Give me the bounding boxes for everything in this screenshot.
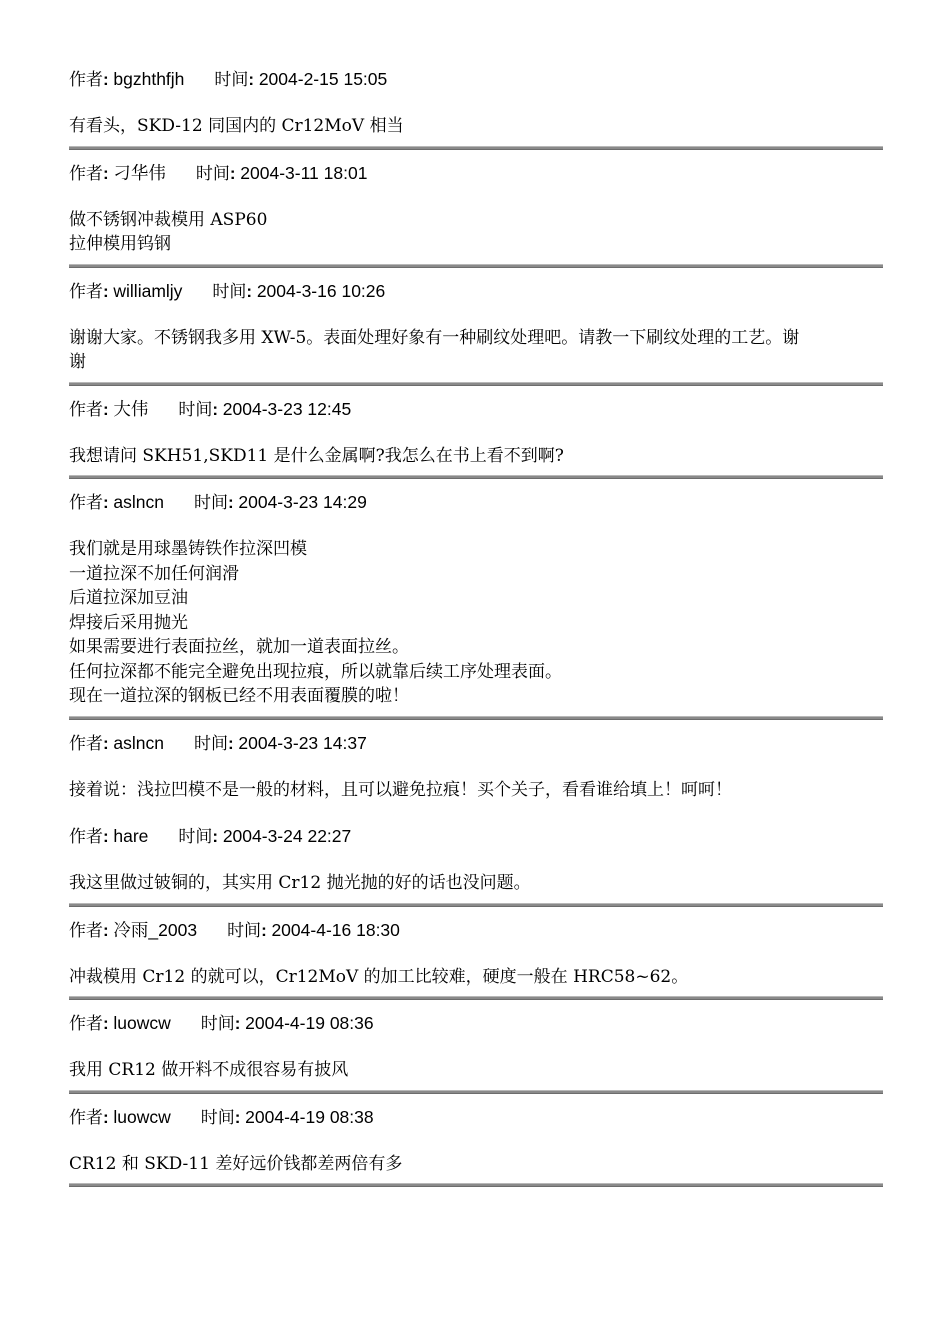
post-text-line: 有看头，SKD-12 同国内的 Cr12MoV 相当 [69, 116, 404, 136]
post-body [69, 965, 883, 990]
post-spacer [69, 802, 883, 821]
author-name: luowcw [113, 1013, 171, 1033]
post-time: 2004-3-23 14:37 [238, 732, 367, 753]
post-text-line: 现在一道拉深的钢板已经不用表面覆膜的啦！ [69, 686, 409, 706]
post-time: 2004-3-23 14:29 [238, 492, 367, 512]
post-meta [69, 821, 883, 851]
author-colon: : [103, 70, 114, 89]
author-colon: : [103, 1107, 114, 1127]
time-colon: : [212, 399, 223, 419]
post-text-line: CR12 和 SKD-11 差好远价钱都差两倍有多 [69, 1153, 403, 1174]
forum-post [69, 158, 883, 268]
time-label: 时间 [193, 493, 228, 513]
time-label: 时间 [195, 163, 230, 184]
time-colon: : [227, 733, 239, 753]
author-label: 作者 [69, 733, 103, 754]
author-colon: : [103, 163, 114, 183]
post-time: 2004-3-24 22:27 [222, 826, 352, 846]
forum-post [69, 487, 883, 720]
author-name: bgzhthfjh [113, 69, 185, 89]
author-label: 作者 [69, 70, 103, 90]
post-separator [69, 903, 883, 907]
post-time: 2004-3-11 18:01 [240, 162, 368, 183]
time-colon: : [227, 493, 239, 512]
time-colon: : [248, 70, 259, 89]
time-label: 时间 [178, 399, 213, 420]
post-text-line: 接着说：浅拉凹模不是一般的材料，且可以避免拉痕！买个关子，看看谁给填上！呵呵！ [69, 779, 732, 800]
post-time: 2004-4-19 08:38 [245, 1106, 374, 1127]
post-meta [69, 276, 883, 306]
post-body [69, 537, 883, 709]
forum-post [69, 821, 883, 907]
post-text-line: 拉伸模用钨钢 [69, 234, 171, 254]
author-name: luowcw [113, 1106, 171, 1127]
time-colon: : [212, 827, 223, 846]
forum-post [69, 394, 883, 480]
time-colon: : [229, 163, 241, 183]
post-time: 2004-3-16 10:26 [256, 280, 386, 301]
forum-post [69, 728, 883, 822]
post-text-line: 焊接后采用抛光 [69, 612, 188, 633]
author-name: aslncn [113, 492, 164, 512]
post-text-line: 我用 CR12 做开料不成很容易有披风 [69, 1060, 349, 1080]
post-text-line: 如果需要进行表面拉丝，就加一道表面拉丝。 [69, 637, 409, 657]
post-text-line: 冲裁模用 Cr12 的就可以，Cr12MoV 的加工比较难，硬度一般在 HRC58~62。 [69, 966, 689, 987]
author-label: 作者 [69, 827, 103, 847]
post-text-line: 我想请问 SKH51,SKD11 是什么金属啊?我怎么在书上看不到啊? [69, 445, 564, 466]
author-label: 作者 [69, 1014, 103, 1034]
post-meta [69, 487, 883, 517]
post-separator [69, 382, 883, 386]
time-label: 时间 [178, 827, 213, 847]
author-colon: : [103, 1014, 114, 1033]
post-text-line: 我这里做过铍铜的，其实用 Cr12 抛光抛的好的话也没问题。 [69, 873, 531, 893]
post-separator [69, 996, 883, 1000]
post-separator [69, 1090, 883, 1094]
post-time: 2004-4-19 08:36 [245, 1013, 374, 1033]
time-label: 时间 [193, 733, 228, 754]
author-name: aslncn [113, 732, 164, 753]
author-colon: : [103, 733, 114, 753]
post-separator [69, 146, 883, 150]
post-text-line: 我们就是用球墨铸铁作拉深凹模 [69, 539, 307, 559]
post-time: 2004-4-16 18:30 [271, 919, 400, 940]
post-text-line: 后道拉深加豆油 [69, 588, 188, 608]
post-text-line: 做不锈钢冲裁模用 ASP60 [69, 209, 268, 230]
author-label: 作者 [69, 920, 103, 941]
author-name: 冷雨_2003 [113, 919, 198, 940]
author-label: 作者 [69, 281, 103, 302]
post-time: 2004-2-15 15:05 [258, 69, 388, 89]
author-colon: : [103, 399, 114, 419]
post-body [69, 1058, 883, 1083]
time-colon: : [234, 1014, 246, 1033]
time-label: 时间 [212, 281, 247, 302]
time-label: 时间 [214, 70, 249, 90]
post-body [69, 114, 883, 139]
author-colon: : [103, 281, 114, 301]
time-label: 时间 [200, 1014, 235, 1034]
author-name: 大伟 [113, 398, 149, 419]
author-colon: : [103, 493, 114, 512]
forum-post [69, 1008, 883, 1094]
author-label: 作者 [69, 163, 103, 184]
post-text-line: 谢谢大家。不锈钢我多用 XW-5。表面处理好象有一种刷纹处理吧。请教一下刷纹处理的工艺。谢 [69, 327, 800, 348]
post-text-line: 谢 [69, 352, 86, 372]
post-meta [69, 1102, 883, 1132]
forum-post [69, 276, 883, 386]
time-label: 时间 [227, 920, 262, 941]
post-text-line: 任何拉深都不能完全避免出现拉痕，所以就靠后续工序处理表面。 [69, 661, 562, 682]
author-name: williamljy [113, 280, 183, 301]
author-label: 作者 [69, 493, 103, 513]
author-label: 作者 [69, 1107, 103, 1128]
post-meta [69, 728, 883, 758]
post-body [69, 208, 883, 257]
post-separator [69, 475, 883, 479]
author-name: hare [113, 826, 149, 846]
post-meta [69, 158, 883, 188]
post-text-line: 一道拉深不加任何润滑 [69, 563, 239, 584]
post-meta [69, 394, 883, 424]
post-body [69, 1152, 883, 1177]
post-meta [69, 915, 883, 945]
author-name: 刁华伟 [113, 162, 166, 183]
post-body [69, 778, 883, 803]
post-body [69, 326, 883, 375]
forum-post [69, 915, 883, 1001]
time-colon: : [246, 281, 257, 301]
time-label: 时间 [200, 1107, 235, 1128]
post-separator [69, 1183, 883, 1187]
author-colon: : [103, 920, 114, 940]
post-time: 2004-3-23 12:45 [222, 398, 352, 419]
post-meta [69, 1008, 883, 1038]
post-separator [69, 716, 883, 720]
post-separator [69, 264, 883, 268]
author-colon: : [103, 827, 114, 846]
post-body [69, 871, 883, 896]
author-label: 作者 [69, 399, 103, 420]
time-colon: : [234, 1107, 246, 1127]
post-meta [69, 64, 883, 94]
time-colon: : [261, 920, 272, 940]
forum-post [69, 64, 883, 150]
post-body [69, 444, 883, 469]
forum-thread [69, 64, 883, 1195]
forum-post [69, 1102, 883, 1188]
